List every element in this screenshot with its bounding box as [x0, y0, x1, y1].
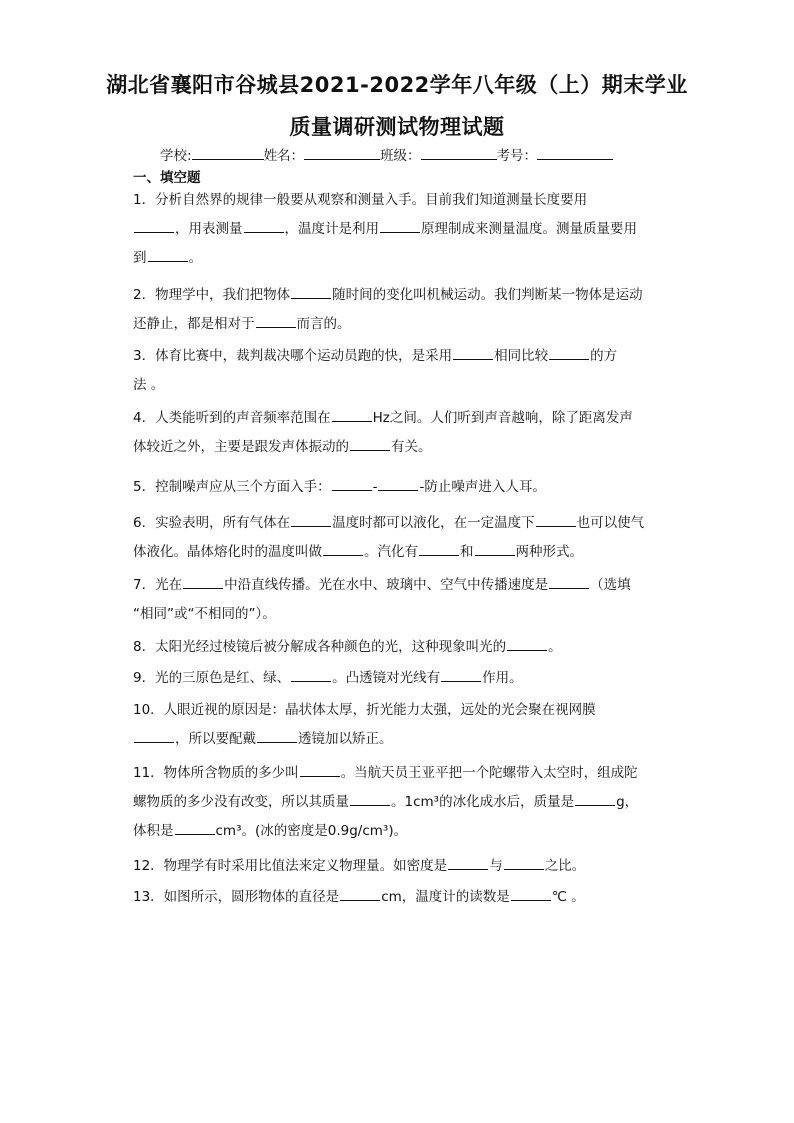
question-text: ，温度计是利用	[284, 221, 379, 237]
question-9	[133, 664, 663, 693]
question-text: 1．分析自然界的规律一般要从观察和测量入手。目前我们知道测量长度要用	[133, 192, 588, 208]
question-7	[133, 571, 663, 629]
question-text: ℃ 。	[551, 889, 585, 905]
question-text: 。1cm³的冰化成水后，质量是	[391, 794, 575, 810]
question-text: 12．物理学有时采用比值法来定义物理量。如密度是	[133, 858, 448, 874]
student-info-row	[160, 144, 613, 164]
question-text: 作用。	[482, 670, 523, 686]
question-text: 温度时都可以液化，在一定温度下	[332, 515, 535, 531]
question-text: 随时间的变化叫机械运动。我们判断某一物体是运动	[332, 287, 643, 303]
answer-blank[interactable]	[350, 790, 390, 806]
question-text: 。当航天员王亚平把一个陀螺带入太空时，组成陀	[340, 765, 638, 781]
answer-blank[interactable]	[378, 475, 418, 491]
question-text: ，所以要配戴	[175, 731, 256, 747]
name-blank[interactable]	[304, 147, 380, 160]
question-5	[133, 473, 663, 502]
question-text: 4．人类能听到的声音频率范围在	[133, 410, 331, 426]
answer-blank[interactable]	[175, 819, 215, 835]
question-text: 2．物理学中，我们把物体	[133, 287, 291, 303]
question-text: 法 。	[133, 377, 165, 393]
exam-title-line2: 质量调研测试物理试题	[289, 115, 505, 139]
answer-blank[interactable]	[475, 540, 515, 556]
exam-no-label: 考号：	[496, 148, 538, 164]
question-13	[133, 883, 663, 912]
question-text: 两种形式。	[515, 544, 583, 560]
answer-blank[interactable]	[291, 283, 331, 299]
question-text: 体液化。晶体熔化时的温度叫做	[133, 544, 322, 560]
answer-blank[interactable]	[380, 217, 420, 233]
question-text: 还静止，都是相对于	[133, 316, 255, 332]
question-text: 6．实验表明，所有气体在	[133, 515, 291, 531]
answer-blank[interactable]	[291, 666, 331, 682]
answer-blank[interactable]	[323, 540, 363, 556]
question-text: cm，温度计的读数是	[381, 889, 510, 905]
answer-blank[interactable]	[183, 573, 223, 589]
question-text: 13．如图所示，圆形物体的直径是	[133, 889, 340, 905]
class-blank[interactable]	[421, 147, 497, 160]
question-text: 和	[460, 544, 474, 560]
question-text: 。	[188, 250, 202, 266]
answer-blank[interactable]	[453, 344, 493, 360]
answer-blank[interactable]	[575, 790, 615, 806]
answer-blank[interactable]	[549, 573, 589, 589]
answer-blank[interactable]	[332, 406, 372, 422]
answer-blank[interactable]	[511, 885, 551, 901]
question-text: 原理制成来测量温度。测量质量要用	[421, 221, 637, 237]
answer-blank[interactable]	[340, 885, 380, 901]
question-text: （选填	[590, 577, 631, 593]
answer-blank[interactable]	[419, 540, 459, 556]
question-11	[133, 759, 663, 846]
answer-blank[interactable]	[134, 217, 174, 233]
question-text: 8．太阳光经过棱镜后被分解成各种颜色的光，这种现象叫光的	[133, 639, 507, 655]
section-title: 一、填空题	[133, 170, 201, 186]
class-label: 班级：	[380, 148, 421, 164]
question-text: 而言的。	[296, 316, 351, 332]
question-text: 到	[133, 250, 147, 266]
answer-blank[interactable]	[332, 475, 372, 491]
answer-blank[interactable]	[350, 435, 390, 451]
answer-blank[interactable]	[507, 635, 547, 651]
question-text: 9．光的三原色是红、绿、	[133, 670, 291, 686]
question-10	[133, 696, 663, 754]
question-text: 。凸透镜对光线有	[332, 670, 441, 686]
answer-blank[interactable]	[549, 344, 589, 360]
answer-blank[interactable]	[441, 666, 481, 682]
question-text: 的方	[590, 348, 618, 364]
answer-blank[interactable]	[536, 511, 576, 527]
question-text: 体积是	[133, 823, 174, 839]
exam-title-line1: 湖北省襄阳市谷城县2021-2022学年八年级（上）期末学业	[106, 73, 688, 97]
question-text: 有关。	[391, 439, 432, 455]
question-2	[133, 281, 663, 339]
name-label: 姓名：	[263, 148, 305, 164]
answer-blank[interactable]	[300, 761, 340, 777]
answer-blank[interactable]	[257, 727, 297, 743]
answer-blank[interactable]	[448, 854, 488, 870]
question-3	[133, 342, 663, 400]
question-text: 中沿直线传播。光在水中、玻璃中、空气中传播速度是	[224, 577, 549, 593]
question-text: 。	[548, 639, 562, 655]
question-text: “相同”或“不相同的”）。	[133, 606, 276, 622]
question-text: 3．体育比赛中，裁判裁决哪个运动员跑的快，是采用	[133, 348, 453, 364]
question-text: 体较近之外，主要是跟发声体振动的	[133, 439, 349, 455]
answer-blank[interactable]	[291, 511, 331, 527]
question-text: ，用表测量	[175, 221, 243, 237]
question-text: 与	[489, 858, 503, 874]
question-text: -防止噪声进入人耳。	[419, 479, 546, 495]
answer-blank[interactable]	[504, 854, 544, 870]
question-text: Hz之间。人们听到声音越响，除了距离发声	[372, 410, 633, 426]
answer-blank[interactable]	[256, 312, 296, 328]
question-1	[133, 186, 663, 273]
exam-no-blank[interactable]	[537, 147, 613, 160]
question-12	[133, 852, 663, 881]
school-blank[interactable]	[192, 147, 264, 160]
question-text: 相同比较	[494, 348, 549, 364]
question-text: 7．光在	[133, 577, 183, 593]
question-6	[133, 509, 663, 567]
question-text: g，	[616, 794, 639, 810]
question-text: -	[372, 479, 378, 495]
question-8	[133, 633, 663, 662]
school-label: 学校:	[160, 148, 192, 164]
answer-blank[interactable]	[134, 727, 174, 743]
question-4	[133, 404, 663, 462]
question-text: 5．控制噪声应从三个方面入手：	[133, 479, 331, 495]
answer-blank[interactable]	[148, 246, 188, 262]
question-text: 螺物质的多少没有改变，所以其质量	[133, 794, 349, 810]
question-text: cm³。(冰的密度是0.9g/cm³)。	[215, 823, 408, 839]
question-text: 10．人眼近视的原因是：晶状体太厚，折光能力太强，远处的光会聚在视网膜	[133, 702, 596, 718]
question-text: 也可以使气	[576, 515, 645, 531]
question-text: 。汽化有	[364, 544, 418, 560]
question-text: 透镜加以矫正。	[298, 731, 393, 747]
question-text: 之比。	[544, 858, 586, 874]
answer-blank[interactable]	[244, 217, 284, 233]
question-text: 11．物体所含物质的多少叫	[133, 765, 299, 781]
